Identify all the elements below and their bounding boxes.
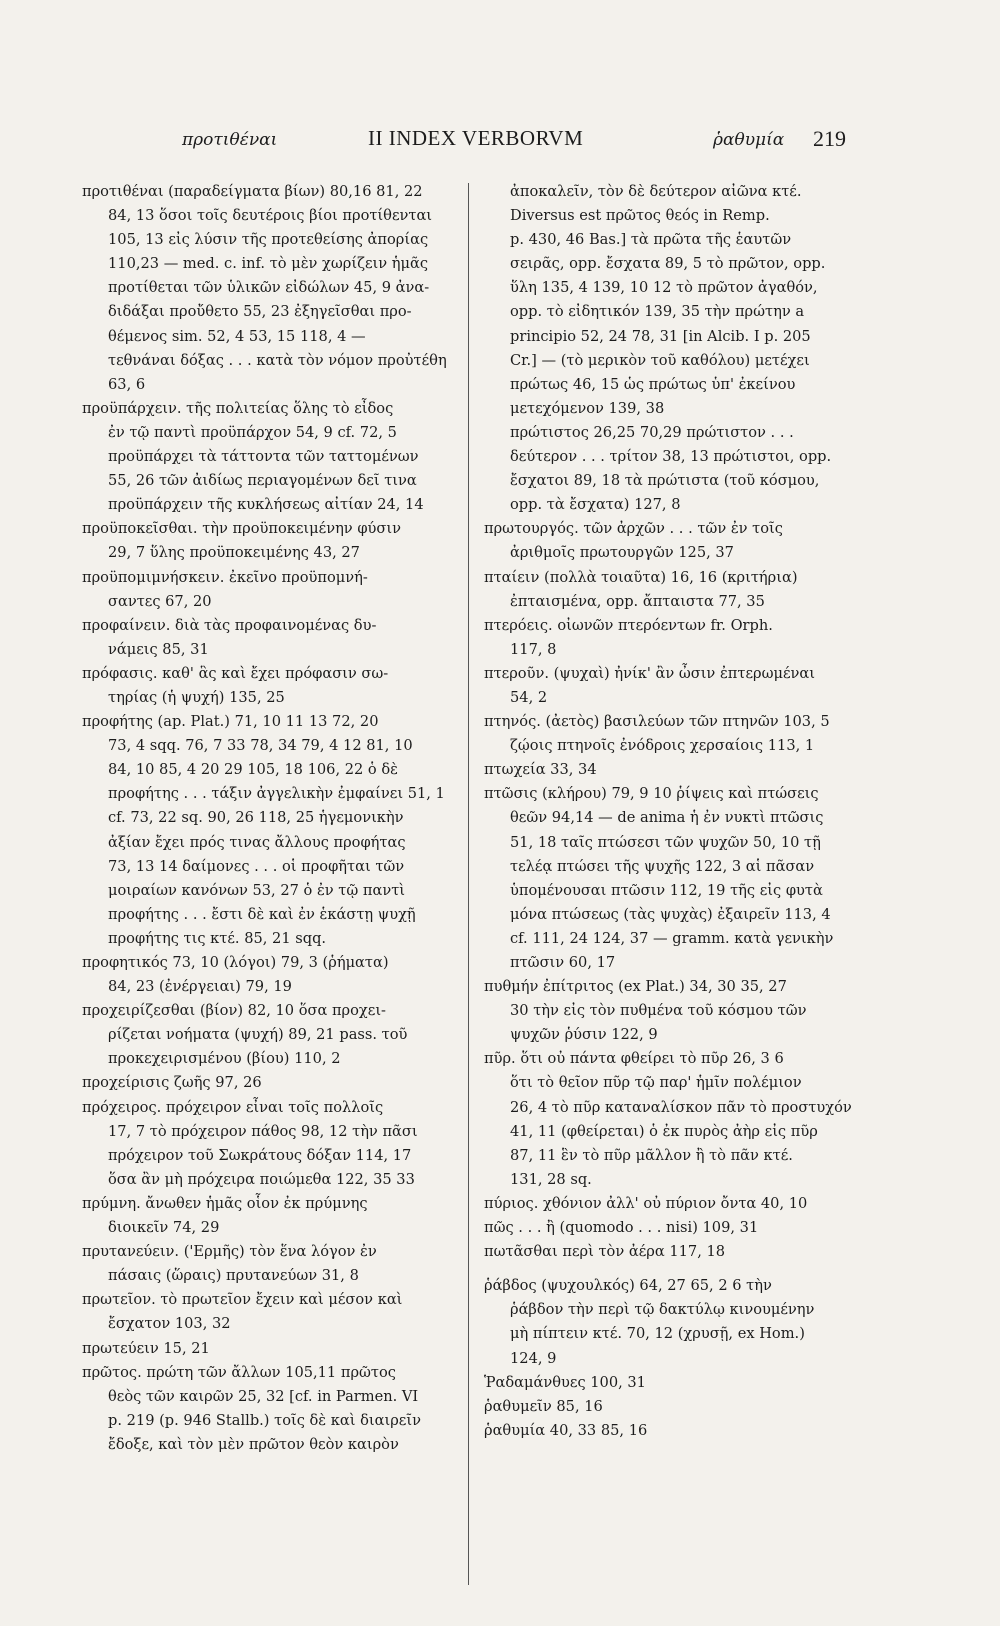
entry-headword-line: προφαίνειν. διὰ τὰς προφαινομένας δυ- <box>82 616 377 634</box>
entry-continuation-line: ἐν τῷ παντὶ προϋπάρχον 54, 9 cf. 72, 5 <box>108 423 397 441</box>
right-column <box>484 180 876 1443</box>
entry-continuation-line: ἀξίαν ἔχει πρός τινας ἄλλους προφήτας <box>108 833 406 851</box>
entry-headword-line: ῥαθυμία 40, 33 85, 16 <box>484 1421 648 1439</box>
entry-headword-line: πρόχειρος. πρόχειρον εἶναι τοῖς πολλοῖς <box>82 1098 384 1116</box>
entry-continuation-line: ῥάβδον τὴν περὶ τῷ δακτύλῳ κινουμένην <box>510 1301 815 1319</box>
entry-continuation-line: τελέᾳ πτώσει τῆς ψυχῆς 122, 3 αἱ πᾶσαν <box>510 857 815 875</box>
entry-headword-line: πρωτεύειν 15, 21 <box>82 1339 210 1357</box>
entry-continuation-line: Cr.] — (τὸ μερικὸν τοῦ καθόλου) μετέχει <box>510 351 810 369</box>
entry-continuation-line: 55, 26 τῶν ἀιδίως περιαγομένων δεῖ τινα <box>108 472 417 490</box>
entry-headword-line: πτῶσις (κλήρου) 79, 9 10 ῥίψεις καὶ πτώσεις <box>484 785 819 803</box>
entry-continuation-line: 17, 7 τὸ πρόχειρον πάθος 98, 12 τὴν πᾶσι <box>108 1122 418 1140</box>
entry-continuation-line: πρόχειρον τοῦ Σωκράτους δόξαν 114, 17 <box>108 1146 412 1164</box>
entry-headword-line: πτηνός. (ἀετὸς) βασιλεύων τῶν πτηνῶν 103, 5 <box>484 713 830 731</box>
entry-headword-line: πρύμνη. ἄνωθεν ἡμᾶς οἷον ἐκ πρύμνης <box>82 1194 368 1212</box>
entry-continuation-line: 84, 13 ὅσοι τοῖς δευτέροις βίοι προτίθενται <box>108 207 433 225</box>
entry-headword-line: πτερόεις. οἰωνῶν πτερόεντων fr. Orph. <box>484 616 773 634</box>
entry-continuation-line: ζῴοις πτηνοῖς ἐνόδροις χερσαίοις 113, 1 <box>510 737 815 755</box>
entry-continuation-line: principio 52, 24 78, 31 [in Alcib. I p. 205 <box>510 327 811 345</box>
entry-continuation-line: ρίζεται νοήματα (ψυχή) 89, 21 pass. τοῦ <box>108 1026 408 1044</box>
entry-continuation-line: προφήτης τις κτέ. 85, 21 sqq. <box>108 929 327 947</box>
entry-continuation-line: ὑπομένουσαι πτῶσιν 112, 19 τῆς εἰς φυτὰ <box>510 881 823 899</box>
entry-continuation-line: 73, 13 14 δαίμονες . . . οἱ προφῆται τῶν <box>108 857 405 875</box>
entry-headword-line: ῥαθυμεῖν 85, 16 <box>484 1397 603 1415</box>
entry-continuation-line: 131, 28 sq. <box>510 1170 592 1188</box>
entry-continuation-line: opp. τὰ ἔσχατα) 127, 8 <box>510 496 681 514</box>
entry-headword-line: προτιθέναι (παραδείγματα βίων) 80,16 81, 22 <box>82 183 423 200</box>
entry-headword-line: πρωτουργός. τῶν ἀρχῶν . . . τῶν ἐν τοῖς <box>484 520 783 538</box>
entry-headword-line: Ῥαδαμάνθυες 100, 31 <box>484 1373 646 1391</box>
entry-continuation-line: p. 430, 46 Bas.] τὰ πρῶτα τῆς ἑαυτῶν <box>510 231 792 249</box>
entry-continuation-line: cf. 73, 22 sq. 90, 26 118, 25 ἡγεμονικὴν <box>108 809 404 827</box>
entry-continuation-line: πρώτως 46, 15 ὡς πρώτως ὑπ' ἐκείνου <box>510 375 796 393</box>
entry-continuation-line: δεύτερον . . . τρίτον 38, 13 πρώτιστοι, opp. <box>510 448 832 466</box>
entry-continuation-line: 29, 7 ὕλης προϋποκειμένης 43, 27 <box>108 544 360 562</box>
entry-continuation-line: πάσαις (ὥραις) πρυτανεύων 31, 8 <box>108 1267 359 1285</box>
entry-gap <box>484 1264 876 1274</box>
entry-continuation-line: 124, 9 <box>510 1349 557 1367</box>
entry-continuation-line: 41, 11 (φθείρεται) ὁ ἐκ πυρὸς ἀὴρ εἰς πῦρ <box>510 1122 818 1140</box>
entry-continuation-line: 105, 13 εἰς λύσιν τῆς προτεθείσης ἀπορίας <box>108 231 429 249</box>
entry-continuation-line: 87, 11 ἓν τὸ πῦρ μᾶλλον ἢ τὸ πᾶν κτέ. <box>510 1146 793 1164</box>
entry-headword-line: πωτᾶσθαι περὶ τὸν ἀέρα 117, 18 <box>484 1243 726 1261</box>
entry-continuation-line: σαντες 67, 20 <box>108 592 212 610</box>
entry-continuation-line: προφήτης . . . τάξιν ἀγγελικὴν ἐμφαίνει 51, 1 <box>108 785 445 803</box>
entry-continuation-line: ὅτι τὸ θεῖον πῦρ τῷ παρ' ἡμῖν πολέμιον <box>510 1074 802 1092</box>
entry-continuation-line: διδάξαι προὔθετο 55, 23 ἐξηγεῖσθαι προ- <box>108 303 412 321</box>
entry-continuation-line: μετεχόμενον 139, 38 <box>510 399 665 417</box>
entry-continuation-line: ὕλη 135, 4 139, 10 12 τὸ πρῶτον ἀγαθόν, <box>510 279 818 297</box>
entry-continuation-line: πτῶσιν 60, 17 <box>510 954 616 971</box>
entry-headword-line: πῶς . . . ἢ (quomodo . . . nisi) 109, 31 <box>484 1219 759 1237</box>
entry-headword-line: προϋποκεῖσθαι. τὴν προϋποκειμένην φύσιν <box>82 520 401 538</box>
entry-headword-line: ῥάβδος (ψυχουλκός) 64, 27 65, 2 6 τὴν <box>484 1277 772 1295</box>
entry-continuation-line: πρώτιστος 26,25 70,29 πρώτιστον . . . <box>510 423 794 441</box>
entry-continuation-line: cf. 111, 24 124, 37 — gramm. κατὰ γενικὴν <box>510 929 834 947</box>
entry-headword-line: πτωχεία 33, 34 <box>484 761 597 779</box>
entry-continuation-line: τηρίας (ἡ ψυχή) 135, 25 <box>108 688 285 706</box>
entry-headword-line: προφήτης (ap. Plat.) 71, 10 11 13 72, 20 <box>82 713 379 731</box>
entry-continuation-line: 30 τὴν εἰς τὸν πυθμένα τοῦ κόσμου τῶν <box>510 1002 807 1020</box>
entry-continuation-line: σειρᾶς, opp. ἔσχατα 89, 5 τὸ πρῶτον, opp. <box>510 255 826 273</box>
entry-continuation-line: 110,23 — med. c. inf. τὸ μὲν χωρίζειν ἡμᾶς <box>108 255 429 273</box>
entry-headword-line: προϋπάρχειν. τῆς πολιτείας ὅλης τὸ εἶδος <box>82 399 394 417</box>
entry-continuation-line: ἔσχατοι 89, 18 τὰ πρώτιστα (τοῦ κόσμου, <box>510 472 820 490</box>
column-divider <box>468 183 469 1585</box>
entry-headword-line: προφητικός 73, 10 (λόγοι) 79, 3 (ῥήματα) <box>82 954 389 971</box>
entry-headword-line: πρυτανεύειν. ('Ερμῆς) τὸν ἕνα λόγον ἐν <box>82 1243 377 1261</box>
header-left-catchword: προτιθέναι <box>182 130 278 150</box>
entry-continuation-line: προτίθεται τῶν ὑλικῶν εἰδώλων 45, 9 ἀνα- <box>108 279 430 297</box>
running-header <box>0 126 1000 166</box>
entry-continuation-line: opp. τὸ εἰδητικόν 139, 35 τὴν πρώτην a <box>510 303 805 321</box>
header-right-catchword: ῥαθυμία <box>713 130 785 150</box>
entry-continuation-line: διοικεῖν 74, 29 <box>108 1219 220 1237</box>
entry-headword-line: πτεροῦν. (ψυχαὶ) ἠνίκ' ἂν ὦσιν ἐπτερωμέναι <box>484 664 815 682</box>
entry-headword-line: πῦρ. ὅτι οὐ πάντα φθείρει τὸ πῦρ 26, 3 6 <box>484 1050 784 1068</box>
entry-continuation-line: p. 219 (p. 946 Stallb.) τοῖς δὲ καὶ διαιρεῖν <box>108 1411 421 1429</box>
entry-headword-line: πταίειν (πολλὰ τοιαῦτα) 16, 16 (κριτήρια) <box>484 568 798 586</box>
entry-continuation-line: Diversus est πρῶτος θεός in Remp. <box>510 207 770 225</box>
entry-continuation-line: ἀριθμοῖς πρωτουργῶν 125, 37 <box>510 544 734 562</box>
entry-continuation-line: θέμενος sim. 52, 4 53, 15 118, 4 — <box>108 327 366 345</box>
entry-headword-line: προϋπομιμνήσκειν. ἐκεῖνο προϋπομνή- <box>82 568 368 586</box>
entry-continuation-line: μόνα πτώσεως (τὰς ψυχὰς) ἐξαιρεῖν 113, 4 <box>510 905 831 923</box>
entry-continuation-line: προφήτης . . . ἔστι δὲ καὶ ἐν ἑκάστῃ ψυχῇ <box>108 905 416 923</box>
entry-continuation-line: προϋπάρχειν τῆς κυκλήσεως αἰτίαν 24, 14 <box>108 496 424 514</box>
entry-continuation-line: 26, 4 τὸ πῦρ καταναλίσκον πᾶν τὸ προστυχόν <box>510 1098 852 1116</box>
entry-continuation-line: ἐπταισμένα, opp. ἄπταιστα 77, 35 <box>510 592 765 610</box>
entry-continuation-line: προϋπάρχει τὰ τάττοντα τῶν ταττομένων <box>108 448 419 466</box>
entry-continuation-line: θεὸς τῶν καιρῶν 25, 32 [cf. in Parmen. VI <box>108 1387 419 1405</box>
entry-continuation-line: ὅσα ἂν μὴ πρόχειρα ποιώμεθα 122, 35 33 <box>108 1170 415 1188</box>
entry-headword-line: προχείρισις ζωῆς 97, 26 <box>82 1074 262 1092</box>
header-title: II INDEX VERBORVM <box>368 126 584 150</box>
entry-continuation-line: ἔσχατον 103, 32 <box>108 1315 231 1333</box>
entry-continuation-line: ψυχῶν ῥύσιν 122, 9 <box>510 1026 658 1044</box>
entry-continuation-line: ἀποκαλεῖν, τὸν δὲ δεύτερον αἰῶνα κτέ. <box>510 183 802 200</box>
entry-continuation-line: 84, 23 (ἐνέργειαι) 79, 19 <box>108 978 292 996</box>
entry-continuation-line: 54, 2 <box>510 688 548 706</box>
entry-headword-line: προχειρίζεσθαι (βίον) 82, 10 ὅσα προχει- <box>82 1002 386 1020</box>
entry-continuation-line: θεῶν 94,14 — de anima ἡ ἐν νυκτὶ πτῶσις <box>510 809 824 827</box>
page-number: 219 <box>813 126 846 151</box>
entry-continuation-line: μὴ πίπτειν κτέ. 70, 12 (χρυσῇ, ex Hom.) <box>510 1325 805 1343</box>
entry-continuation-line: νάμεις 85, 31 <box>108 640 209 658</box>
entry-headword-line: πυθμήν ἐπίτριτος (ex Plat.) 34, 30 35, 27 <box>484 978 787 996</box>
left-column <box>82 180 474 1457</box>
entry-continuation-line: 63, 6 <box>108 375 146 393</box>
entry-continuation-line: τεθνάναι δόξας . . . κατὰ τὸν νόμον προὐτέθη <box>108 351 447 369</box>
entry-headword-line: πρωτεῖον. τὸ πρωτεῖον ἔχειν καὶ μέσον καὶ <box>82 1291 403 1309</box>
entry-headword-line: πύριος. χθόνιον ἀλλ' οὐ πύριον ὄντα 40, 10 <box>484 1194 808 1212</box>
entry-continuation-line: 84, 10 85, 4 20 29 105, 18 106, 22 ὁ δὲ <box>108 761 398 779</box>
entry-continuation-line: ἔδοξε, καὶ τὸν μὲν πρῶτον θεὸν καιρὸν <box>108 1435 399 1453</box>
entry-headword-line: πρόφασις. καθ' ἃς καὶ ἔχει πρόφασιν σω- <box>82 664 389 682</box>
entry-continuation-line: 73, 4 sqq. 76, 7 33 78, 34 79, 4 12 81, 10 <box>108 737 413 755</box>
entry-continuation-line: μοιραίων κανόνων 53, 27 ὁ ἐν τῷ παντὶ <box>108 881 406 899</box>
entry-continuation-line: 117, 8 <box>510 640 557 658</box>
entry-continuation-line: 51, 18 ταῖς πτώσεσι τῶν ψυχῶν 50, 10 τῇ <box>510 833 821 851</box>
entry-headword-line: πρῶτος. πρώτη τῶν ἄλλων 105,11 πρῶτος <box>82 1363 396 1381</box>
entry-continuation-line: προκεχειρισμένου (βίου) 110, 2 <box>108 1050 341 1068</box>
